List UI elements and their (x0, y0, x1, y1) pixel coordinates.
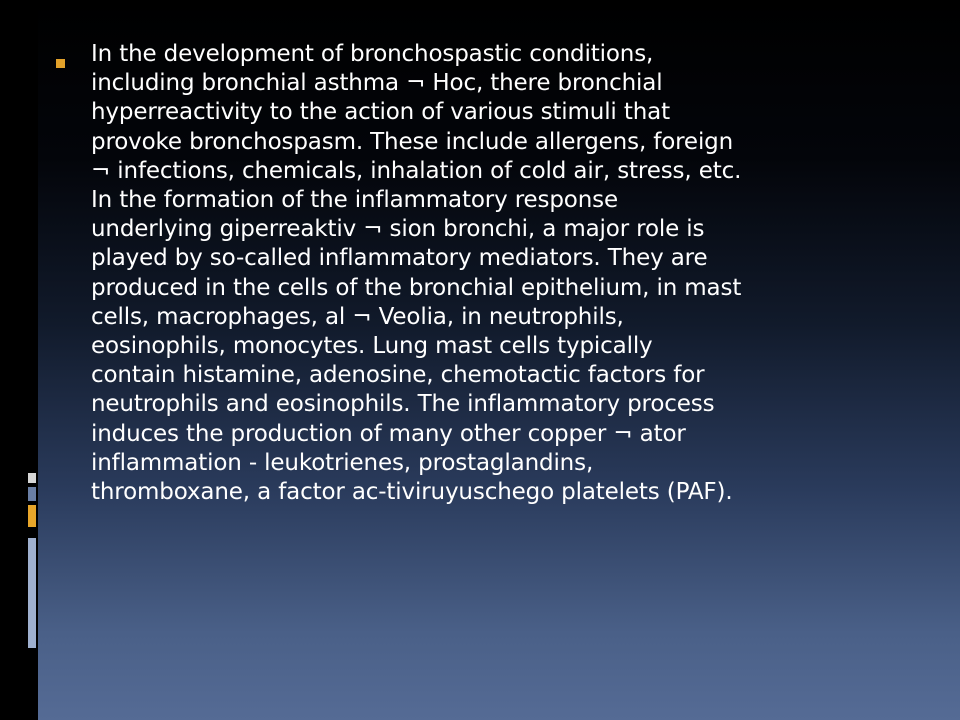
paragraph-line: provoke bronchospasm. These include allergens, foreign (91, 128, 734, 155)
bullet-paragraph (91, 40, 936, 507)
bullet-item (56, 40, 936, 507)
paragraph-line: In the development of bronchospastic conditions, (91, 41, 654, 67)
decorative-accent-bar (28, 505, 36, 527)
decorative-accent-bar (28, 473, 36, 483)
paragraph-line: neutrophils and eosinophils. The inflammatory process (91, 391, 715, 418)
paragraph-line: contain histamine, adenosine, chemotactic factors for (91, 362, 705, 389)
decorative-accent-bar (28, 487, 36, 501)
paragraph-line: ¬ infections, chemicals, inhalation of cold air, stress, etc. (91, 157, 742, 184)
slide-content (56, 40, 936, 507)
paragraph-line: cells, macrophages, al ¬ Veolia, in neutrophils, (91, 303, 624, 330)
paragraph-line: played by so-called inflammatory mediators. They are (91, 245, 708, 272)
paragraph-line: induces the production of many other copper ¬ ator (91, 420, 686, 447)
paragraph-line: inflammation - leukotrienes, prostaglandins, (91, 449, 594, 476)
paragraph-line: thromboxane, a factor ac-tiviruyuschego platelets (PAF). (91, 479, 733, 506)
paragraph-line: hyperreactivity to the action of various stimuli that (91, 99, 670, 126)
paragraph-line: including bronchial asthma ¬ Hoc, there bronchial (91, 70, 663, 97)
square-bullet-icon (56, 59, 65, 68)
paragraph-line: produced in the cells of the bronchial epithelium, in mast (91, 274, 742, 301)
paragraph-line: eosinophils, monocytes. Lung mast cells typically (91, 333, 653, 360)
decorative-accent-bar (28, 538, 36, 648)
paragraph-line: In the formation of the inflammatory response (91, 187, 618, 214)
paragraph-line: underlying giperreaktiv ¬ sion bronchi, a major role is (91, 216, 705, 243)
